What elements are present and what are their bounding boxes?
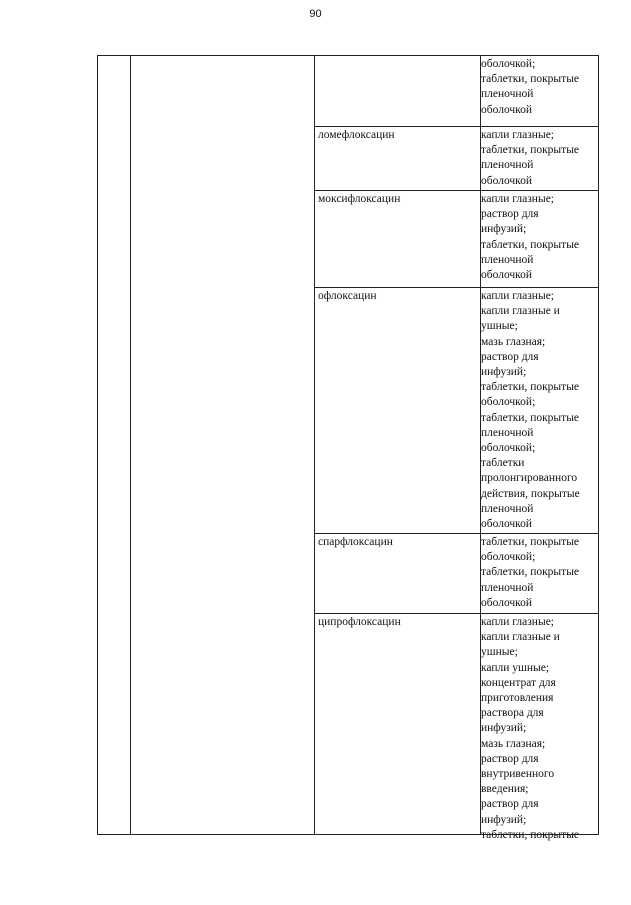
drug-name-cell: ломефлоксацин bbox=[318, 129, 395, 141]
table-row bbox=[314, 190, 598, 288]
column-divider-1 bbox=[130, 56, 131, 834]
drug-name-cell: ципрофлоксацин bbox=[318, 616, 401, 628]
dosage-forms-cell: капли глазные; таблетки, покрытые пленочной оболочкой bbox=[481, 129, 580, 187]
table-row bbox=[314, 533, 598, 614]
dosage-forms-cell: капли глазные; капли глазные и ушные; капли ушные; концентрат для приготовления раствора для инфузий; мазь глазная; раствор для внутривенного введения; раствор для инфузий; таблетки, покрытые bbox=[481, 616, 580, 841]
drug-name-cell: моксифлоксацин bbox=[318, 193, 401, 205]
drug-name-cell: спарфлоксацин bbox=[318, 536, 393, 548]
drug-name-cell: офлоксацин bbox=[318, 290, 377, 302]
table-row bbox=[314, 56, 598, 126]
drug-table bbox=[97, 55, 599, 841]
dosage-forms-cell: оболочкой; таблетки, покрытые пленочной оболочкой bbox=[481, 58, 580, 116]
page-number: 90 bbox=[309, 8, 322, 20]
table-row bbox=[314, 287, 598, 534]
dosage-forms-cell: капли глазные; раствор для инфузий; таблетки, покрытые пленочной оболочкой bbox=[481, 193, 580, 282]
dosage-forms-cell: капли глазные; капли глазные и ушные; мазь глазная; раствор для инфузий; таблетки, покрытые оболочкой; таблетки, покрытые пленочной оболочкой; таблетки пролонгированного действия, покрытые пленочной оболочкой bbox=[481, 290, 580, 531]
table-row bbox=[314, 613, 598, 841]
dosage-forms-cell: таблетки, покрытые оболочкой; таблетки, покрытые пленочной оболочкой bbox=[481, 536, 580, 609]
table-row bbox=[314, 126, 598, 191]
